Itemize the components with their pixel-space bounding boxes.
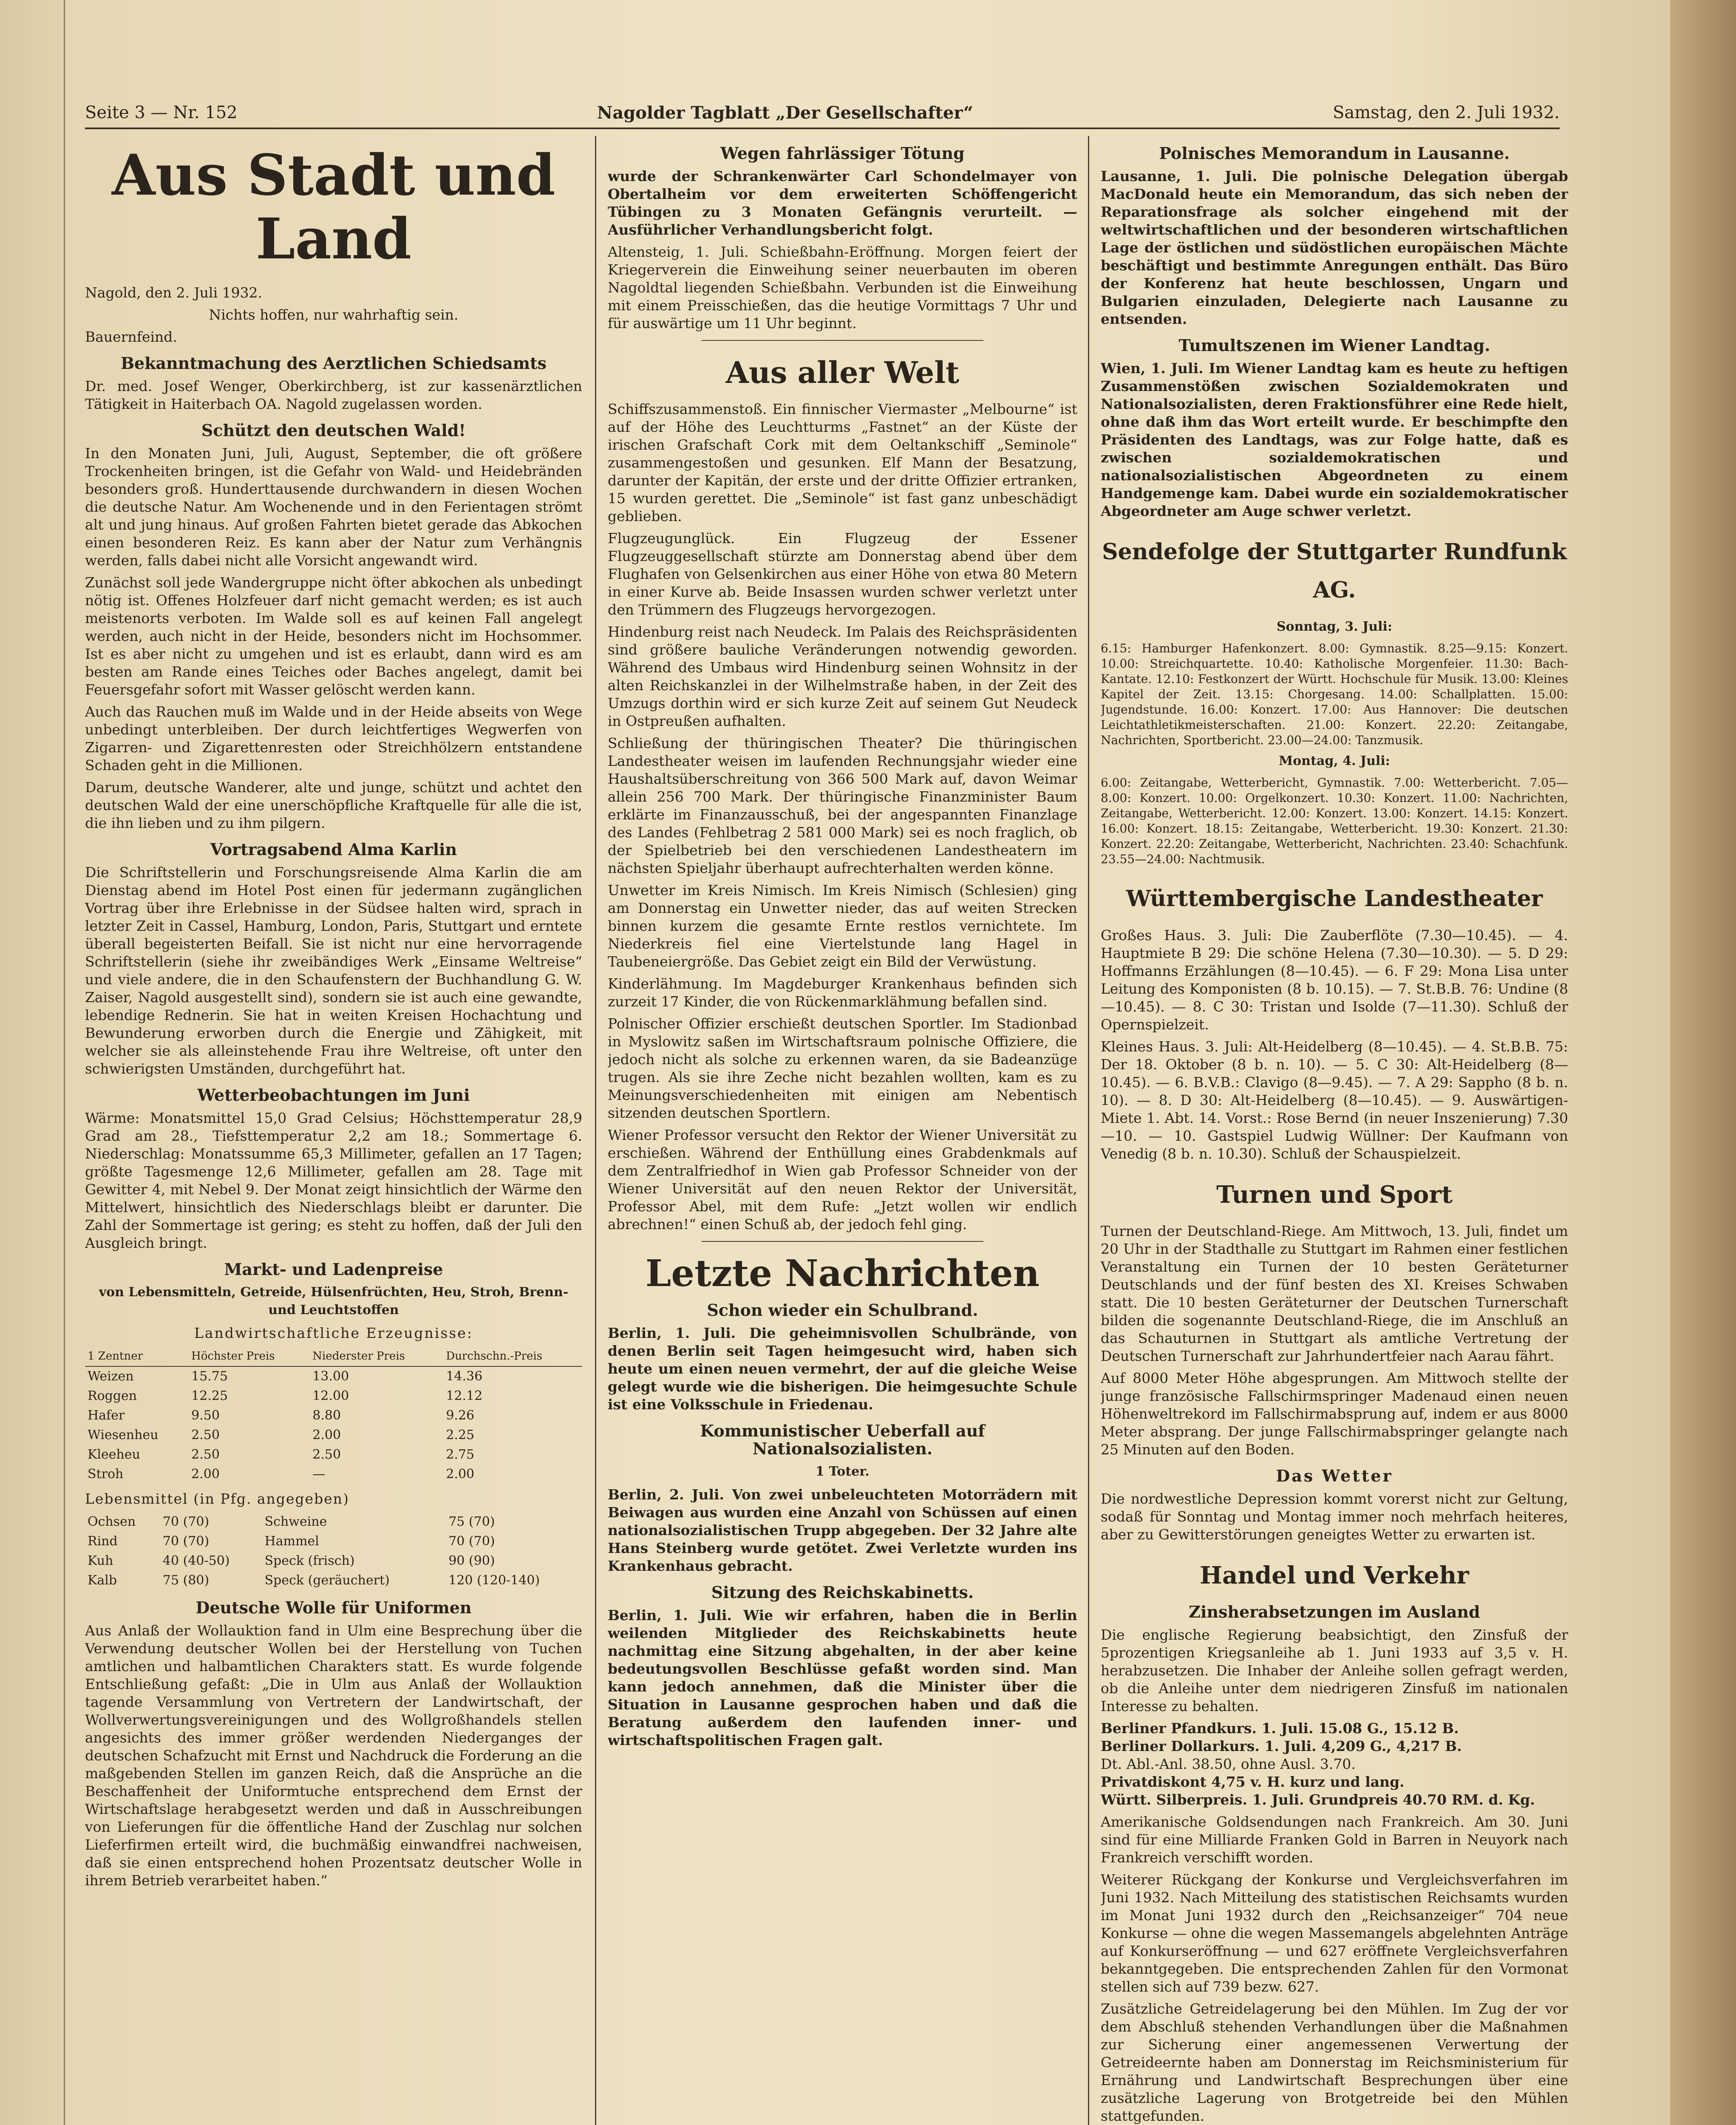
article-toetung: wurde der Schrankenwärter Carl Schondelmayer von Obertalheim vor dem erweiterten Schöffengericht Tübingen zu 3 Monaten Gefängnis verurteilt. — Ausführlicher Verhandlungsbericht folgt. [608, 168, 1077, 238]
heading-karlin: Vortragsabend Alma Karlin [210, 840, 457, 859]
table-cell: 2.50 [191, 1447, 220, 1462]
table-cell: 70 (70) [162, 1514, 210, 1529]
column-3 [1101, 136, 1568, 2125]
article-offizier: Polnischer Offizier erschießt deutschen Sportler. Im Stadionbad in Myslowitz saßen im Wirtschaftsraum polnische Offiziere, die jedoch nicht als solche zu erkennen waren, da sie Badeanzüge trugen. Als sie ihre Zeche nicht bezahlen wollten, kam es zu Meinungsverschiedenheiten mit einigen am Nebentisch sitzenden deutschen Sportlern. [608, 1015, 1077, 1121]
article-karlin: Die Schriftstellerin und Forschungsreisende Alma Karlin die am Dienstag abend im Hotel Post einen für jedermann zugänglichen Vortrag über ihre Erlebnisse in der Südsee halten wird, sprach in letzter Zeit in Cassel, Hamburg, London, Paris, Stuttgart und erntete überall begeisterten Beifall. Sie ist nicht nur eine hervorragende Schriftstellerin (siehe ihr zweibändiges Werk „Einsame Weltreise“ und viele andere, die in den Schaufenstern der Buchhandlung G. W. Zaiser, Nagold ausgestellt sind), sondern sie ist auch eine gewandte, lebendige Rednerin. Sie hat in weiten Kreisen Hochachtung und Bewunderung erworben durch die Energie und Zähigkeit, mit welcher sie als alleinstehende Frau ihre Weltreise, oft unter den schwierigsten Umständen, durchgeführt hat. [85, 864, 582, 1077]
divider [702, 1241, 983, 1242]
heading-lebensmittel: Lebensmittel (in Pfg. angegeben) [85, 1490, 349, 1507]
table-cell: 9.26 [446, 1408, 475, 1423]
article-wald-2: Zunächst soll jede Wandergruppe nicht öfter abkochen als unbedingt nötig ist. Offenes Holzfeuer darf nicht gemacht werden; es ist auch meistenorts verboten. Im Walde soll es auf keinen Fall angelegt werden, auch nicht in der Heide, besonders nicht im Hochsommer. Ist es aber nicht zu umgehen und ist es erlaubt, dann wird es am besten am Rande eines Teiches oder Baches angelegt, damit bei Feuersgefahr sofort mit Wasser gelöscht werden kann. [85, 574, 582, 698]
article-memorandum: Lausanne, 1. Juli. Die polnische Delegation übergab MacDonald heute ein Memorandum, das sich neben der Reparationsfrage als solcher eingehend mit der weltwirtschaftlichen und der besonderen wirtschaftlichen Lage der östlichen und südöstlichen europäischen Mächte beschäftigt und bestimmte Anregungen enthält. Das Büro der Konferenz hat heute beschlossen, Ungarn und Bulgarien einzuladen, Delegierte nach Lausanne zu entsenden. [1101, 168, 1568, 327]
heading-erzeugnisse: Landwirtschaftliche Erzeugnisse: [194, 1325, 473, 1341]
table-lebensmittel [85, 1512, 582, 1590]
table-cell: Kalb [88, 1573, 117, 1588]
article-zins: Die englische Regierung beabsichtigt, den Zinsfuß der 5prozentigen Kriegsanleihe ab 1. Juni 1933 auf 3,5 v. H. herabzusetzen. Die Inhaber der Anleihe sollen gefragt werden, ob die Anleihe unter dem niedrigeren Zinsfuß im nationalen Interesse zu behalten. [1101, 1626, 1568, 1714]
heading-zins: Zinsherabsetzungen im Ausland [1189, 1602, 1480, 1621]
subheading-ueberfall: 1 Toter. [816, 1464, 869, 1479]
article-hindenburg: Hindenburg reist nach Neudeck. Im Palais des Reichspräsidenten sind größere bauliche Veränderungen notwendig geworden. Während des Umbaus wird Hindenburg seinen Wohnsitz in der alten Reichskanzlei in der Wilhelmstraße haben, in der Zeit des Umzugs dorthin wird er sich kurze Zeit auf seinem Gut Neudeck in Ostpreußen aufhalten. [608, 623, 1077, 729]
table-row [85, 1445, 582, 1465]
table-cell: 2.75 [446, 1447, 475, 1462]
heading-sonntag: Sonntag, 3. Juli: [1276, 619, 1393, 634]
program-montag: 6.00: Zeitangabe, Wetterbericht, Gymnastik. 7.00: Wetterbericht. 7.05—8.00: Konzert. 10.00: Orgelkonzert. 10.30: Konzert. 11.00: Nachrichten, Zeitangabe, Wetterbericht. 12.00: Konzert. 13.00: Konzert. 14.15: Konzert. 16.00: Konzert. 18.15: Zeitangabe, Wetterbericht. 19.30: Konzert. 21.30: Konzert. 22.20: Zeitangabe, Wetterbericht, Nachrichten. 23.40: Schachfunk. 23.55—24.00: Nachtmusik. [1101, 776, 1568, 866]
table-cell: 15.75 [191, 1369, 228, 1384]
heading-wetter-juni: Wetterbeobachtungen im Juni [197, 1085, 470, 1105]
motto: Nichts hoffen, nur wahrhaftig sein. [209, 306, 459, 323]
kurs-line: Dt. Abl.-Anl. 38.50, ohne Ausl. 3.70. [1101, 1756, 1356, 1772]
page-header [85, 98, 1560, 129]
section-title-landestheater: Württembergische Landestheater [1126, 886, 1543, 912]
table-cell: 75 (70) [448, 1514, 495, 1529]
table-cell: Wiesenheu [88, 1428, 159, 1442]
article-ueberfall: Berlin, 2. Juli. Von zwei unbeleuchteten Motorrädern mit Beiwagen aus wurden eine Anzahl von Schüssen auf einen nationalsozialistischen Trupp abgegeben. Der 32 Jahre alte Hans Steinberg wurde getötet. Zwei Verletzte wurden ins Krankenhaus gebracht. [608, 1486, 1077, 1574]
article-getreide: Zusätzliche Getreidelagerung bei den Mühlen. Im Zug der vor dem Abschluß stehenden Verhandlungen über die Maßnahmen zur Sicherung einer angemessenen Verwertung der Getreideernte haben am Donnerstag im Reichsministerium für Ernährung und Landwirtschaft Besprechungen über eine zusätzliche Lagerung von Brotgetreide bei den Mühlen stattgefunden. [1101, 2000, 1568, 2124]
article-landtag: Wien, 1. Juli. Im Wiener Landtag kam es heute zu heftigen Zusammenstößen zwischen Sozialdemokraten und Nationalsozialisten, deren Fraktionsführer eine Rede hielt, ohne daß ihm das Wort erteilt wurde. Er beschimpfte den Präsidenten des Landtags, was zur Folge hatte, daß es zwischen sozialdemokratischen und nationalsozialistischen Abgeordneten zu einem Handgemenge kam. Dabei wurde ein sozialdemokratischer Abgeordneter am Auge schwer verletzt. [1101, 360, 1568, 519]
table-cell: Hafer [88, 1408, 125, 1423]
heading-ueberfall: Kommunistischer Ueberfall auf Nationalsozialisten. [700, 1421, 985, 1458]
table-row [85, 1366, 582, 1386]
table-header: 1 Zentner [85, 1346, 189, 1366]
heading-memorandum: Polnisches Memorandum in Lausanne. [1159, 144, 1510, 163]
article-schiff: Schiffszusammenstoß. Ein finnischer Viermaster „Melbourne“ ist auf der Höhe des Leuchtturms „Fastnet“ an der Küste der irischen Grafschaft Cork mit dem Oeltankschiff „Seminole“ zusammengestoßen und gesunken. Elf Mann der Besatzung, darunter der Kapitän, der erste und der dritte Offizier ertranken, 15 wurden gerettet. Die „Seminole“ ist fast ganz unbeschädigt geblieben. [608, 401, 1077, 524]
article-professor: Wiener Professor versucht den Rektor der Wiener Universität zu erschießen. Während der Enthüllung eines Grabdenkmals auf dem Zentralfriedhof in Wien gab Professor Schneider von der Wiener Universität auf den neuen Rektor der Universität, Professor Abel, mit dem Rufe: „Jetzt wollen wir endlich abrechnen!“ einen Schuß ab, der jedoch fehl ging. [608, 1127, 1077, 1232]
table-row [85, 1425, 582, 1445]
previous-page-edge [0, 0, 65, 2125]
column-1 [85, 136, 582, 2125]
table-cell: 70 (70) [162, 1534, 210, 1549]
article-wetter-juni: Wärme: Monatsmittel 15,0 Grad Celsius; Höchsttemperatur 28,9 Grad am 28., Tiefsttemperatur 2,2 am 18.; Sommertage 6. Niederschlag: Monatssumme 65,3 Millimeter, gefallen an 17 Tagen; größte Tagesmenge 12,6 Millimeter, gefallen am 28. Tage mit Gewitter 4, mit Nebel 9. Der Monat zeigt hinsichtlich der Wärme den Mittelwert, hinsichtlich des Niederschlags bleibt er darunter. Die Zahl der Sommertage ist gering; es steht zu hoffen, daß der Juli den Ausgleich bringt. [85, 1110, 582, 1251]
table-cell: 2.00 [312, 1428, 341, 1442]
article-kinderlaehmung: Kinderlähmung. Im Magdeburger Krankenhaus befinden sich zurzeit 17 Kinder, die von Rückenmarklähmung befallen sind. [608, 975, 1077, 1010]
section-title-rundfunk: Sendefolge der Stuttgarter Rundfunk AG. [1102, 539, 1567, 603]
table-row [85, 1532, 582, 1551]
heading-toetung: Wegen fahrlässiger Tötung [720, 144, 965, 163]
table-cell: Schweine [264, 1514, 327, 1529]
article-altensteig: Altensteig, 1. Juli. Schießbahn-Eröffnung. Morgen feiert der Kriegerverein die Einweihung seiner neuerbauten im oberen Nagoldtal liegenden Schießbahn. Verbunden ist die Einweihung mit einem Preisschießen, das die heutige Vormittags 7 Uhr und für auswärtige um 11 Uhr beginnt. [608, 244, 1077, 332]
table-cell: Hammel [264, 1534, 319, 1549]
heading-wolle: Deutsche Wolle für Uniformen [195, 1598, 472, 1617]
table-cell: 120 (120-140) [448, 1573, 540, 1588]
table-cell: 75 (80) [162, 1573, 210, 1588]
table-cell: 40 (40-50) [162, 1553, 230, 1568]
article-flug: Flugzeugunglück. Ein Flugzeug der Essener Flugzeuggesellschaft stürzte am Donnerstag abend über dem Flughafen von Gelsenkirchen aus einer Höhe von etwa 80 Metern in einer Kurve ab. Beide Insassen wurden schwer verletzt unter den Trümmern des Flugzeugs hervorgezogen. [608, 530, 1077, 618]
table-header: Höchster Preis [189, 1346, 310, 1366]
subheading-markt: von Lebensmitteln, Getreide, Hülsenfrüchten, Heu, Stroh, Brenn- und Leuchtstoffen [99, 1285, 569, 1318]
heading-wald: Schützt den deutschen Wald! [201, 421, 466, 440]
kurs-line: Berliner Pfandkurs. 1. Juli. 15.08 G., 15.12 B. [1101, 1720, 1459, 1737]
table-cell: 2.50 [191, 1428, 220, 1442]
heading-landtag: Tumultszenen im Wiener Landtag. [1178, 336, 1490, 355]
table-cell: 2.00 [446, 1467, 475, 1482]
table-cell: 70 (70) [448, 1534, 495, 1549]
table-row [85, 1406, 582, 1425]
table-cell: 90 (90) [448, 1553, 495, 1568]
table-cell: 12.12 [446, 1388, 483, 1403]
heading-kabinett: Sitzung des Reichskabinetts. [711, 1583, 974, 1602]
page-edge [1670, 0, 1736, 2125]
heading-montag: Montag, 4. Juli: [1279, 754, 1390, 768]
table-header: Durchschn.-Preis [443, 1346, 582, 1366]
header-page-number: Seite 3 — Nr. 152 [85, 103, 238, 122]
table-cell: Speck (geräuchert) [264, 1573, 390, 1588]
dateline: Nagold, den 2. Juli 1932. [85, 284, 263, 301]
table-cell: Kleeheu [88, 1447, 140, 1462]
article-kabinett: Berlin, 1. Juli. Wie wir erfahren, haben die in Berlin weilenden Mitglieder des Reichskabinetts heute nachmittag eine Sitzung abgehalten, in der aber keine bedeutungsvollen Beschlüsse gefaßt worden sind. Man kann jedoch annehmen, daß die Minister über die Situation in Lausanne gesprochen haben und daß die Beratung außerdem den laufenden inner- und wirtschaftspolitischen Fragen galt. [608, 1607, 1077, 1748]
program-kleines-haus: Kleines Haus. 3. Juli: Alt-Heidelberg (8—10.45). — 4. St.B.B. 75: Der 18. Oktober (8 b. n. 10). — 5. C 30: Alt-Heidelberg (8—10.45). — 6. B.V.B.: Clavigo (8—9.45). — 7. A 29: Sappho (8 b. n. 10). — 8. D 30: Alt-Heidelberg (8—10.45). — 9. Auswärtigen-Miete 1. Abt. 14. Vorst.: Rose Bernd (in neuer Inszenierung) 7.30—10. — 10. Gastspiel Ludwig Wüllner: Der Kaufmann von Venedig (8 b. n. 10.30). Schluß der Schauspielzeit. [1101, 1038, 1568, 1162]
article-wald-4: Darum, deutsche Wanderer, alte und junge, schützt und achtet den deutschen Wald der eine unerschöpfliche Kraftquelle für alle die ist, die ihn lieben und zu ihm pilgern. [85, 779, 582, 831]
heading-markt: Markt- und Ladenpreise [224, 1260, 443, 1279]
article-fallschirm: Auf 8000 Meter Höhe abgesprungen. Am Mittwoch stellte der junge französische Fallschirmspringer Madenaud einen neuen Höhenweltrekord im Fallschirmabsprung auf, indem er aus 8000 Meter absprang. Der junge Fallschirmabspringer gelangte nach 25 Minuten auf den Boden. [1101, 1370, 1568, 1458]
article-wetter: Die nordwestliche Depression kommt vorerst nicht zur Geltung, sodaß für Sonntag und Montag immer noch mehrfach heiteres, aber zu Gewitterstörungen geneigtes Wetter zu erwarten ist. [1101, 1490, 1568, 1543]
section-title-handel: Handel und Verkehr [1200, 1561, 1469, 1590]
table-cell: Kuh [88, 1553, 113, 1568]
header-masthead: Nagolder Tagblatt „Der Gesellschafter“ [597, 102, 973, 123]
kurs-line: Privatdiskont 4,75 v. H. kurz und lang. [1101, 1774, 1405, 1790]
article-wald-3: Auch das Rauchen muß im Walde und in der Heide abseits von Wege unbedingt unterbleiben. Der durch leichtfertiges Wegwerfen von Zigarren- und Zigarettenresten oder Streichhölzern entstandene Schaden geht in die Millionen. [85, 703, 582, 774]
section-title-aller-welt: Aus aller Welt [725, 355, 960, 390]
column-2 [608, 136, 1077, 2125]
table-cell: Weizen [88, 1369, 134, 1384]
header-date: Samstag, den 2. Juli 1932. [1333, 103, 1560, 122]
table-cell: — [312, 1467, 326, 1482]
section-title-letzte-nachrichten: Letzte Nachrichten [645, 1252, 1040, 1295]
article-konkurse: Weiterer Rückgang der Konkurse und Vergleichsverfahren im Juni 1932. Nach Mitteilung des statistischen Reichsamts wurden im Monat Juni 1932 durch den „Reichsanzeiger“ 704 neue Konkurse — ohne die wegen Massemangels abgelehnten Anträge auf Konkurseröffnung — und 627 eröffnete Vergleichsverfahren bekanntgegeben. Die entsprechenden Zahlen für den Vormonat stellen sich auf 739 bezw. 627. [1101, 1871, 1568, 1995]
article-theater-thueringen: Schließung der thüringischen Theater? Die thüringischen Landestheater weisen im laufenden Rechnungsjahr wieder eine Haushaltsüberschreitung von 366 500 Mark auf, davon Weimar allein 256 700 Mark. Der thüringische Finanzminister Baum erklärte im Finanzausschuß, bei der angespannten Finanzlage des Landes (Fehlbetrag 2 581 000 Mark) sei es noch fraglich, ob der Spielbetrieb bei den verschiedenen Landestheatern im nächsten Spieljahr überhaupt aufrechterhalten werden könne. [608, 735, 1077, 876]
table-cell: 13.00 [312, 1369, 349, 1384]
table-cell: 8.80 [312, 1408, 341, 1423]
program-sonntag: 6.15: Hamburger Hafenkonzert. 8.00: Gymnastik. 8.25—9.15: Konzert. 10.00: Streichquartette. 10.40: Katholische Morgenfeier. 11.30: Bach-Kantate. 12.10: Festkonzert der Württ. Hochschule für Musik. 13.00: Kleines Kapitel der Zeit. 13.15: Chorgesang. 14.00: Schallplatten. 15.00: Jugendstunde. 16.00: Konzert. 17.00: Aus Hannover: Die deutschen Leichtathletikmeisterschaften. 21.00: Konzert. 22.20: Zeitangabe, Nachrichten, Sportbericht. 23.00—24.00: Tanzmusik. [1101, 641, 1568, 747]
kurs-line: Berliner Dollarkurs. 1. Juli. 4,209 G., 4,217 B. [1101, 1738, 1462, 1754]
table-row [85, 1551, 582, 1571]
kurs-line: Württ. Silberpreis. 1. Juli. Grundpreis 40.70 RM. d. Kg. [1101, 1791, 1535, 1808]
table-cell: Roggen [88, 1388, 137, 1403]
article-unwetter: Unwetter im Kreis Nimisch. Im Kreis Nimisch (Schlesien) ging am Donnerstag ein Unwetter nieder, das auf weiten Strecken binnen kurzem die gesamte Ernte restlos vernichtete. Im Niederkreis fiel eine Viertelstunde lang Hagel in Taubeneiergröße. Das Gebiet zeigt ein Bild der Verwüstung. [608, 882, 1077, 970]
table-row [85, 1386, 582, 1406]
table-cell: 14.36 [446, 1369, 483, 1384]
table-cell: 12.00 [312, 1388, 349, 1403]
article-gold: Amerikanische Goldsendungen nach Frankreich. Am 30. Juni sind für eine Milliarde Franken Gold in Barren in Neuyork nach Frankreich verschifft worden. [1101, 1813, 1568, 1866]
column-divider [1088, 136, 1089, 2125]
table-cell: Rind [88, 1534, 118, 1549]
program-grosses-haus: Großes Haus. 3. Juli: Die Zauberflöte (7.30—10.45). — 4. Hauptmiete B 29: Die schöne Helena (7.30—10.30). — 5. D 29: Hoffmanns Erzählungen (8—10.45). — 6. F 29: Mona Lisa unter Leitung des Komponisten (8 b. 10.15). — 7. St.B.B. 76: Undine (8—10.45). — 8. C 30: Tristan und Isolde (7—11.30). Schluß der Opernspielzeit. [1101, 927, 1568, 1033]
article-wolle: Aus Anlaß der Wollauktion fand in Ulm eine Besprechung über die Verwendung deutscher Wollen bei der Herstellung von Tuchen amtlichen und halbamtlichen Charakters statt. Es wurde folgende Entschließung gefaßt: „Die in Ulm aus Anlaß der Wollauktion tagende Versammlung von Vertretern der Landwirtschaft, der Wollverwertungsvereinigungen und des Wollgroßhandels stellen angesichts des immer größer werdenden Niederganges der deutschen Schafzucht mit Ernst und Nachdruck die Forderung an die maßgebenden Stellen im ganzen Reich, daß die Ansprüche an die Beschaffenheit der Uniformtuche entsprechend dem Ernst der Wirtschaftslage herabgesetzt werden und daß in Ausschreibungen von Lieferungen für die öffentliche Hand der Zuschlag nur solchen Lieferfirmen erteilt wird, die buchmäßig einwandfrei nachweisen, daß sie einen entsprechend hohen Prozentsatz deutscher Wolle in ihrem Betrieb verarbeitet haben.“ [85, 1622, 582, 1889]
table-row [85, 1512, 582, 1532]
article-schiedsamt: Dr. med. Josef Wenger, Oberkirchberg, ist zur kassenärztlichen Tätigkeit in Haiterbach OA. Nagold zugelassen worden. [85, 378, 582, 412]
article-riege: Turnen der Deutschland-Riege. Am Mittwoch, 13. Juli, findet um 20 Uhr in der Stadthalle zu Stuttgart im Rahmen einer festlichen Veranstaltung ein Turnen der 10 besten Geräteturner Deutschlands und der fünf besten des XI. Kreises Schwaben statt. Die 10 besten Geräteturner der Deutschen Turnerschaft bilden die sogenannte Deutschland-Riege, die im Anschluß an das Schauturnen in Stuttgart als amtliche Vertretung der Deutschen Turnerschaft zur Jahrhundertfeier nach Aarau fährt. [1101, 1223, 1568, 1364]
table-cell: Ochsen [88, 1514, 136, 1529]
table-row [85, 1465, 582, 1484]
heading-schiedsamt: Bekanntmachung des Aerztlichen Schiedsamts [120, 354, 547, 373]
table-erzeugnisse [85, 1346, 582, 1484]
heading-schulbrand: Schon wieder ein Schulbrand. [707, 1300, 978, 1320]
article-schulbrand: Berlin, 1. Juli. Die geheimnisvollen Schulbrände, von denen Berlin seit Tagen heimgesucht wird, haben sich heute um einen neuen vermehrt, der auf die gleiche Weise gelegt wurde wie die bisherigen. Die heimgesuchte Schule ist eine Volksschule in Friedenau. [608, 1325, 1077, 1413]
heading-wetter: Das Wetter [1276, 1466, 1393, 1485]
table-cell: 12.25 [191, 1388, 228, 1403]
table-cell: 2.50 [312, 1447, 341, 1462]
table-cell: Stroh [88, 1467, 124, 1482]
section-title-sport: Turnen und Sport [1216, 1181, 1453, 1209]
column-divider [595, 136, 596, 2125]
table-cell: 2.00 [191, 1467, 220, 1482]
section-title-stadt-land: Aus Stadt und Land [112, 142, 555, 272]
divider [702, 340, 983, 341]
table-cell: 9.50 [191, 1408, 220, 1423]
table-cell: Speck (frisch) [264, 1553, 355, 1568]
table-header: Niederster Preis [310, 1346, 443, 1366]
table-cell: 2.25 [446, 1428, 475, 1442]
article-wald-1: In den Monaten Juni, Juli, August, September, die oft größere Trockenheiten bringen, ist die Gefahr von Wald- und Heidebränden besonders groß. Hunderttausende durchwandern in diesen Wochen die deutsche Natur. Am Wochenende und in den Ferientagen strömt alt und jung hinaus. Auf großen Fahrten bietet gerade das Abkochen einen besonderen Reiz. Es kann aber der Natur zum Verhängnis werden, falls dabei nicht alle Vorsicht angewandt wird. [85, 445, 582, 569]
table-row [85, 1571, 582, 1590]
motto-author: Bauernfeind. [85, 329, 177, 345]
